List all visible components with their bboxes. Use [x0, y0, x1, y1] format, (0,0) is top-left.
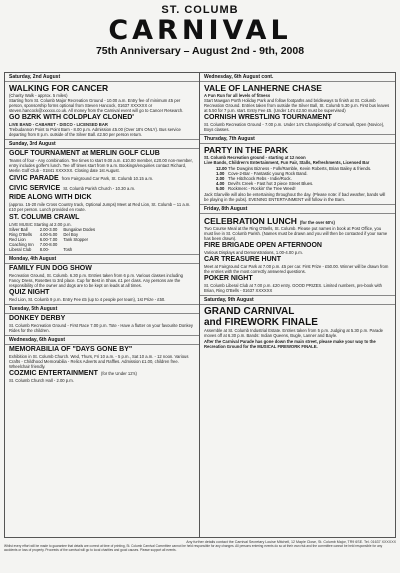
- event-text: Two Course Meal at the Ring O'Bells, St. Columb. Please put names in book at Post Office, you must live in St. Columb Parish. (Names must be drawn and you will then be contacted if your name has been drawn).: [204, 226, 388, 241]
- event-title: RIDE ALONG WITH DICK: [9, 194, 92, 201]
- crawl-venue: Liberal Club: [9, 247, 32, 252]
- right-column: [200, 73, 395, 537]
- poster-title: CARNIVAL: [108, 15, 292, 46]
- event-title: PARTY IN THE PARK: [204, 145, 289, 155]
- crawl-row: [9, 247, 101, 252]
- event-title: POKER NIGHT: [204, 275, 253, 282]
- crawl-band: Tosh: [63, 247, 73, 252]
- event-text: Recreation Ground, St. Columb. 6.30 p.m. Entries taken from 6 p.m. Various classes including Fancy Dress, Rosettes to 3rd place. Cup for Best in Show. £1 per class. Any persons are the responsibility of the owner and dogs are to be kept on leads at all times.: [9, 273, 184, 288]
- event-text: Assemble at St. Columb Industrial Estate. Entries taken from 5 p.m. Judging at 5.30 p.m. Parade moves off at 6.30 p.m. Bands: Indian Queens, Bugle, Lanner and Bayle.: [204, 328, 383, 338]
- event-title: CIVIC SERVICE: [9, 185, 61, 192]
- day-heading: Wednesday, 6th August cont.: [200, 73, 395, 82]
- event-title: CELEBRATION LUNCH: [204, 216, 297, 226]
- civic-service-row: [9, 185, 195, 193]
- events-grid: [4, 72, 396, 538]
- event-title: GOLF TOURNAMENT at MERLIN GOLF CLUB: [9, 150, 160, 157]
- crawl-band: Bungalow Dodes: [63, 227, 96, 232]
- town-name: ST. COLUMB: [161, 4, 239, 16]
- event-text: St. Columb Recreation Ground - First Race 7.00 p.m. Tote - Have a flutter on your favourite Donkey Rides for the children.: [9, 323, 194, 333]
- event-text: from Fairground Car Park, St. Columb 10.15 a.m.: [61, 176, 154, 181]
- event-text: Trebudannon Point to Point Barn - 8.00 p.m. Admission £5.00 (Over 18's ONLY). Bus service departing from 8 p.m. outside of the Silver Ball. £2.50 per person return.: [9, 127, 181, 137]
- lineup-act: The Dowgins Bizness - Folk/Ramble, Kevin Roberts, Brian Bailey & friends.: [228, 166, 372, 171]
- footer: [4, 540, 396, 553]
- event-title: CIVIC PARADE: [9, 175, 59, 182]
- event-text: Teams of four - Any combination. Tee times to start 9.00 a.m. £10.00 member, £20.00 non-member, entry includes golfer's lunch. Tee off times start from 9 a.m. Bookings/enquiries contact Richard, Merlin Golf Club - 01841 XXXXXX. Closing date 1st August.: [9, 158, 193, 173]
- event-title: and FIREWORK FINALE: [204, 317, 318, 328]
- crawl-time: 2.00-3.00: [39, 227, 58, 232]
- left-column: [5, 73, 200, 537]
- event-text: After the Carnival Parade has gone down the main street, please make your way to the Recreation Ground for the MUSICAL FIREWORK FINALE.: [204, 339, 376, 349]
- crawl-time: 6.00-7.00: [39, 237, 58, 242]
- crawl-time: 4.00-5.00: [39, 232, 58, 237]
- event-subtitle: A Fun Run for all levels of fitness: [204, 93, 271, 98]
- event-text: Meet at Fairground Car Park at 7.00 p.m. £5 per car. First Prize - £50.00. Winner will be drawn from the entries with the most correctly answered questions.: [204, 264, 389, 274]
- event-title: CAR TREASURE HUNT: [204, 256, 281, 263]
- event-title: QUIZ NIGHT: [9, 289, 50, 296]
- event-text: Various Displays and Demonstrations, 1.00-4.00 p.m.: [204, 250, 303, 255]
- crawl-venue: Red Lion: [9, 237, 26, 242]
- event-title: WALKING FOR CANCER: [9, 83, 109, 93]
- event-title: DONKEY DERBY: [9, 315, 66, 322]
- lunch-row: [204, 215, 391, 226]
- event-subtitle: LIVE MUSIC Starting at 2.00 p.m.: [9, 222, 72, 227]
- event-text: Start Mawgan Porth Holiday Park and follow footpaths and bridleways to finish at St. Columb Recreation Ground. Entries taken from outside the Silver Ball, St. Columb 5.30 p.m. First bus leaves at 5.50 for 7 p.m. start. Entry Fee £5. (Under 14's £2.50 must be supervised): [204, 98, 390, 113]
- crawl-table: [9, 227, 101, 252]
- event-note: (for the over 60's): [299, 220, 335, 225]
- day-heading: Saturday, 9th August: [200, 296, 395, 305]
- event-text: Jack Glanville will also be entertaining throughout the day. (Please note: if bad weather, bands will be playing in the pubs). EVENING ENTERTAINMENT will follow in the Barn.: [204, 192, 386, 202]
- crawl-venue: Ring O'Bells: [9, 232, 32, 237]
- day-heading: Wednesday, 6th August: [5, 336, 199, 345]
- lineup-act: The Hitchcock Rebs - Indie/Rock.: [228, 176, 292, 181]
- event-subtitle: Live Bands, Children's Entertainment, Fun Fair, Stalls, Refreshments, Licensed Bar: [204, 160, 370, 165]
- crawl-time: 8.00-: [39, 247, 50, 252]
- event-text: St. Columb Parish Church - 10.30 a.m.: [63, 186, 136, 191]
- event-subtitle: St. Columb Recreation ground - starting at 12 noon: [204, 155, 306, 160]
- event-text: St. Columb Liberal Club at 7.00 p.m. £20 entry. GOOD PRIZES. Limited numbers, pre-book with Brian, Ring O'Bells - 01637 XXXXXX: [204, 283, 382, 293]
- event-text: (approx. 15-20 mile Cross Country track, Optional Jumps) Meet at Red Lion, St. Columb – 11 a.m. £10 per person. Lunch provided en route.: [9, 202, 191, 212]
- contact-info: Any further details contact the Carnival Secretary Louise Mitchell, 12 Maple Close, St. Columb Major, TR9 6SE. Tel. 01637 XXXXXX: [186, 540, 396, 544]
- event-note: (for the Under 12's): [100, 371, 137, 376]
- event-title: GRAND CARNIVAL: [204, 306, 295, 317]
- party-lineup: [216, 166, 391, 191]
- lineup-item: [216, 186, 391, 191]
- event-text: Starting from St. Columb Major Recreation Ground - 10.00 a.m. Entry fee of minimum £5 per person, sponsorship forms optional from Steven Hancock, 01637 XXXXXX or steven.hancock@xxxxxx.co.uk. All money from the Carnival event will go to Cancer Research.: [9, 98, 184, 113]
- event-title: ST. COLUMB CRAWL: [9, 214, 80, 221]
- event-title: MEMORABILIA OF "DAYS GONE BY": [9, 346, 133, 353]
- event-text: Exhibition in St. Columb Church. Wed, Thurs, Fri 10 a.m. - 5 p.m., Sat 10 a.m. - 12 noon. Various Crafts - Childhood Memorabilia - Relics Adverts and Raffles. Admission £1.00, children free. Wheelchair friendly.: [9, 354, 189, 369]
- crawl-band: Del Boy: [63, 232, 79, 237]
- lineup-time: 2.00: [216, 176, 225, 181]
- day-heading: Friday, 8th August: [200, 205, 395, 214]
- day-heading: Tuesday, 5th August: [5, 305, 199, 314]
- event-text: St. Columb Church Hall - 2.00 p.m.: [9, 378, 74, 383]
- lineup-time: 5.00: [216, 186, 225, 191]
- day-heading: Saturday, 2nd August: [5, 73, 199, 82]
- event-text: St. Columb Recreation Ground - 7.00 p.m. Under 14's Championship of Cornwall, Open (Novice), Boys classes.: [204, 122, 385, 132]
- event-subtitle: LIVE BAND - CABARET - DISCO - LICENSED BAR: [9, 122, 108, 127]
- lineup-time: 1.00: [216, 171, 225, 176]
- event-title: FIRE BRIGADE OPEN AFTERNOON: [204, 242, 322, 249]
- event-subtitle: (Charity Walk - approx. 5 miles): [9, 93, 68, 98]
- event-text: Red Lion, St. Columb 9 p.m. Entry Fee £5 (up to 4 people per team), 1st Prize - £50.: [9, 297, 166, 302]
- lineup-act: Devil's Creek - Fast hot 3 piece Street Blues.: [228, 181, 314, 186]
- crawl-venue: Coaching Inn: [9, 242, 34, 247]
- day-heading: Sunday, 3rd August: [5, 140, 199, 149]
- lineup-act: Rockmerc - Rockin' the Tree Weed!: [228, 186, 296, 191]
- lineup-time: 4.00: [216, 181, 225, 186]
- day-heading: Thursday, 7th August: [200, 135, 395, 144]
- poster-subtitle: 75th Anniversary – August 2nd - 9th, 2008: [95, 45, 305, 57]
- crawl-band: Tank Stopper: [63, 237, 89, 242]
- disclaimer: Whilst every effort will be made to guarantee that details are correct at time of printing, St. Columb Carnival Committee cannot be held responsible for any changes. All persons entering events do so at their own risk and the committee cannot be held responsible for any accidents or loss of property. Proceeds of the carnival will go to local charities and good causes. Please support all events.: [4, 544, 383, 552]
- crawl-venue: Silver Ball: [9, 227, 28, 232]
- event-title: GO BZRK WITH COLDPLAY CLONED': [9, 114, 134, 121]
- day-heading: Monday, 4th August: [5, 255, 199, 264]
- crawl-time: 7.00-8.00: [39, 242, 58, 247]
- event-title: COZMIC ENTERTAINMENT: [9, 370, 98, 377]
- lineup-act: Cove-2-Bar - Fantastic young Rock Band.: [228, 171, 308, 176]
- event-title: CORNISH WRESTLING TOURNAMENT: [204, 114, 332, 121]
- cozmic-row: [9, 370, 195, 378]
- civic-parade-row: [9, 175, 195, 183]
- event-title: FAMILY FUN DOG SHOW: [9, 265, 92, 272]
- event-title: VALE OF LANHERNE CHASE: [204, 83, 322, 93]
- lineup-time: 12.00: [216, 166, 227, 171]
